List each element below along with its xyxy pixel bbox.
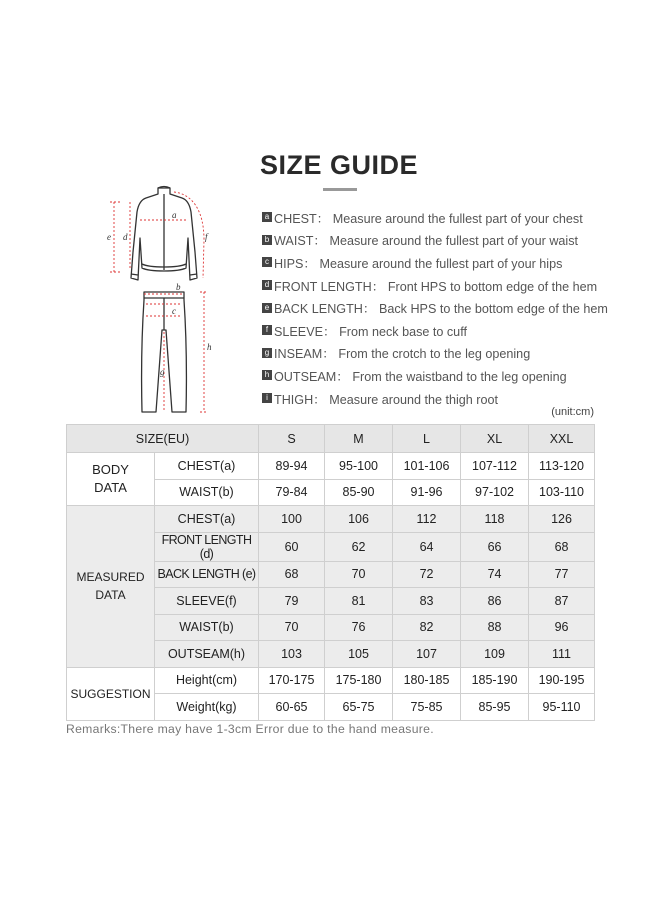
table-cell: 175-180 — [325, 667, 393, 694]
legend-item — [262, 296, 608, 319]
row-label: BACK LENGTH (e) — [155, 561, 259, 588]
table-cell: 70 — [259, 614, 325, 641]
legend-key-box: e — [262, 303, 272, 313]
table-cell: 87 — [529, 588, 595, 615]
table-cell: 75-85 — [393, 694, 461, 721]
label-g: g — [160, 367, 165, 377]
group-label-measured-data: MEASURED DATA — [67, 506, 155, 668]
legend-text: INSEAM： From the crotch to the leg opening — [274, 347, 531, 362]
size-header: SIZE(EU) — [67, 425, 259, 453]
legend-text: THIGH： Measure around the thigh root — [274, 392, 498, 407]
table-cell: 103-110 — [529, 479, 595, 506]
table-cell: 170-175 — [259, 667, 325, 694]
row-label: CHEST(a) — [155, 506, 259, 533]
legend-text: CHEST： Measure around the fullest part of your chest — [274, 211, 583, 226]
legend-text: BACK LENGTH： Back HPS to the bottom edge of the hem — [274, 302, 608, 317]
row-label: SLEEVE(f) — [155, 588, 259, 615]
legend-key-box: d — [262, 280, 272, 290]
unit-note: (unit:cm) — [551, 406, 594, 418]
table-cell: 65-75 — [325, 694, 393, 721]
table-cell: 81 — [325, 588, 393, 615]
page-title: SIZE GUIDE — [260, 150, 419, 180]
table-cell: 109 — [461, 641, 529, 668]
row-label: CHEST(a) — [155, 453, 259, 480]
table-cell: 112 — [393, 506, 461, 533]
legend-key-box: i — [262, 393, 272, 403]
legend-text: WAIST： Measure around the fullest part of your waist — [274, 234, 579, 249]
table-cell: 72 — [393, 561, 461, 588]
table-cell: 70 — [325, 561, 393, 588]
legend-item — [262, 206, 602, 229]
table-cell: 60-65 — [259, 694, 325, 721]
legend-text: OUTSEAM： From the waistband to the leg opening — [274, 369, 567, 384]
legend-key-box: h — [262, 370, 272, 380]
row-label: Height(cm) — [155, 667, 259, 694]
table-cell: 79 — [259, 588, 325, 615]
size-col-header: XL — [461, 425, 529, 453]
legend-item — [262, 251, 602, 274]
group-label-body-data: BODY DATA — [67, 453, 155, 506]
table-cell: 185-190 — [461, 667, 529, 694]
label-a: a — [172, 210, 177, 220]
label-e: e — [107, 232, 111, 242]
legend-key-box: f — [262, 325, 272, 335]
table-cell: 118 — [461, 506, 529, 533]
table-row — [67, 667, 595, 694]
title-underline — [323, 188, 357, 191]
legend-item — [262, 319, 602, 342]
measurement-legend — [262, 206, 608, 409]
table-cell: 77 — [529, 561, 595, 588]
legend-item — [262, 364, 602, 387]
table-row — [67, 453, 595, 480]
legend-key-box: g — [262, 348, 272, 358]
legend-key-box: b — [262, 235, 272, 245]
table-cell: 190-195 — [529, 667, 595, 694]
table-cell: 96 — [529, 614, 595, 641]
table-cell: 68 — [529, 532, 595, 561]
table-cell: 89-94 — [259, 453, 325, 480]
garment-measurement-figure — [100, 180, 230, 425]
legend-text: HIPS： Measure around the fullest part of your hips — [274, 256, 563, 271]
table-cell: 76 — [325, 614, 393, 641]
table-cell: 106 — [325, 506, 393, 533]
legend-item — [262, 342, 602, 365]
row-label: OUTSEAM(h) — [155, 641, 259, 668]
table-cell: 100 — [259, 506, 325, 533]
size-col-header: XXL — [529, 425, 595, 453]
row-label: Weight(kg) — [155, 694, 259, 721]
size-table — [66, 424, 595, 721]
table-cell: 86 — [461, 588, 529, 615]
remarks-note: Remarks:There may have 1-3cm Error due to the hand measure. — [66, 722, 434, 736]
table-cell: 95-110 — [529, 694, 595, 721]
legend-key-box: a — [262, 212, 272, 222]
table-cell: 79-84 — [259, 479, 325, 506]
label-c: c — [172, 306, 176, 316]
table-cell: 85-90 — [325, 479, 393, 506]
table-cell: 126 — [529, 506, 595, 533]
label-f: f — [205, 232, 208, 242]
table-cell: 95-100 — [325, 453, 393, 480]
table-cell: 62 — [325, 532, 393, 561]
table-cell: 103 — [259, 641, 325, 668]
table-cell: 64 — [393, 532, 461, 561]
legend-item — [262, 229, 602, 252]
table-cell: 85-95 — [461, 694, 529, 721]
table-cell: 107 — [393, 641, 461, 668]
table-cell: 101-106 — [393, 453, 461, 480]
group-label-suggestion: SUGGESTION — [67, 667, 155, 720]
size-col-header: S — [259, 425, 325, 453]
legend-text: FRONT LENGTH： Front HPS to bottom edge of the hem — [274, 279, 598, 294]
table-cell: 107-112 — [461, 453, 529, 480]
table-row — [67, 506, 595, 533]
table-cell: 113-120 — [529, 453, 595, 480]
table-header-row — [67, 425, 595, 453]
table-cell: 83 — [393, 588, 461, 615]
table-cell: 111 — [529, 641, 595, 668]
table-cell: 68 — [259, 561, 325, 588]
table-cell: 88 — [461, 614, 529, 641]
table-cell: 97-102 — [461, 479, 529, 506]
table-cell: 66 — [461, 532, 529, 561]
row-label: FRONT LENGTH (d) — [155, 532, 259, 561]
size-col-header: M — [325, 425, 393, 453]
table-cell: 82 — [393, 614, 461, 641]
table-cell: 105 — [325, 641, 393, 668]
label-b: b — [176, 282, 181, 292]
legend-key-box: c — [262, 257, 272, 267]
legend-text: SLEEVE： From neck base to cuff — [274, 324, 467, 339]
legend-item — [262, 274, 602, 297]
label-h: h — [207, 342, 212, 352]
size-col-header: L — [393, 425, 461, 453]
row-label: WAIST(b) — [155, 479, 259, 506]
table-cell: 74 — [461, 561, 529, 588]
row-label: WAIST(b) — [155, 614, 259, 641]
table-cell: 180-185 — [393, 667, 461, 694]
table-cell: 91-96 — [393, 479, 461, 506]
table-cell: 60 — [259, 532, 325, 561]
label-d: d — [123, 232, 128, 242]
